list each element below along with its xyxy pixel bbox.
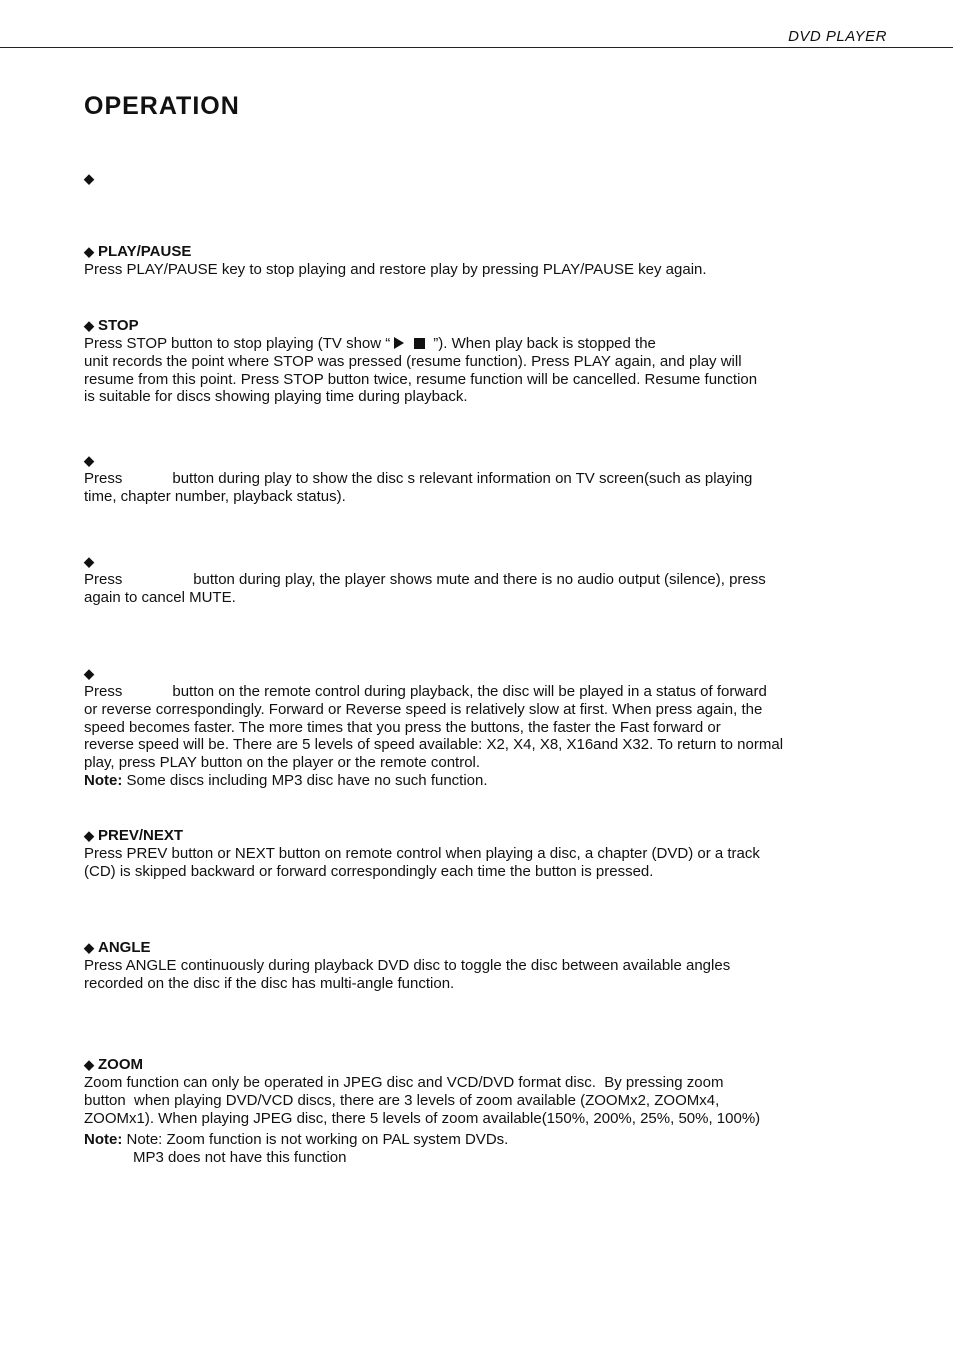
section-zoom — [84, 1056, 894, 1167]
diamond-bullet-icon: ◆ — [84, 244, 94, 259]
body-line: play, press PLAY button on the player or the remote control. — [84, 754, 481, 772]
heading-text: STOP — [98, 317, 139, 334]
section-angle — [84, 939, 894, 993]
section-blank — [84, 170, 894, 188]
body-line: Press button during play to show the disc s relevant information on TV screen(such as playing — [84, 470, 753, 487]
body-line: recorded on the disc if the disc has multi-angle function. — [84, 974, 455, 992]
section-heading — [84, 665, 894, 683]
section-fast — [84, 665, 894, 790]
section-play-pause — [84, 243, 894, 279]
diamond-bullet-icon: ◆ — [84, 828, 94, 843]
section-mute — [84, 553, 894, 607]
heading-text: PREV/NEXT — [98, 827, 184, 844]
body-line: is suitable for discs showing playing time during playback. — [84, 388, 468, 406]
body-line: Press ANGLE continuously during playback DVD disc to toggle the disc between available angles — [84, 957, 731, 974]
body-line: reverse speed will be. There are 5 levels of speed available: X2, X4, X8, X16and X32. To return to normal — [84, 736, 784, 754]
diamond-bullet-icon: ◆ — [84, 666, 94, 681]
diamond-bullet-icon: ◆ — [84, 554, 94, 569]
section-heading — [84, 452, 894, 470]
body-line: again to cancel MUTE. — [84, 588, 236, 606]
section-heading — [84, 243, 894, 261]
section-prev-next — [84, 827, 894, 881]
body-line: Press button on the remote control during playback, the disc will be played in a status of forward — [84, 683, 767, 700]
body-line: resume from this point. Press STOP button twice, resume function will be cancelled. Resume function — [84, 370, 758, 388]
diamond-bullet-icon: ◆ — [84, 453, 94, 468]
section-heading — [84, 939, 894, 957]
heading-text: ZOOM — [98, 1056, 143, 1073]
note-label: Note: — [84, 1131, 123, 1149]
body-line: speed becomes faster. The more times that you press the buttons, the faster the Fast forward or — [84, 718, 721, 736]
note-line: Note: Note: Zoom function is not working on PAL system DVDs. — [84, 1131, 509, 1149]
section-heading — [84, 553, 894, 571]
header-rule — [0, 47, 953, 48]
body-line: Press PREV button or NEXT button on remote control when playing a disc, a chapter (DVD) or a track — [84, 845, 760, 862]
note-line: MP3 does not have this function — [133, 1149, 347, 1167]
heading-text: ANGLE — [98, 939, 151, 956]
body-line: unit records the point where STOP was pressed (resume function). Press PLAY again, and play will — [84, 352, 742, 370]
stop-square-icon — [414, 338, 425, 349]
diamond-bullet-icon: ◆ — [84, 171, 94, 186]
body-line: (CD) is skipped backward or forward correspondingly each time the button is pressed. — [84, 862, 654, 880]
diamond-bullet-icon: ◆ — [84, 318, 94, 333]
section-display — [84, 452, 894, 506]
diamond-bullet-icon: ◆ — [84, 940, 94, 955]
body-line: Press button during play, the player shows mute and there is no audio output (silence), press — [84, 571, 766, 588]
body-line: Press STOP button to stop playing (TV show “ ”). When play back is stopped the — [84, 335, 656, 352]
section-heading — [84, 1056, 894, 1074]
heading-text: PLAY/PAUSE — [98, 243, 192, 260]
body-line: ZOOMx1). When playing JPEG disc, there 5 levels of zoom available(150%, 200%, 25%, 50%, 100%) — [84, 1109, 761, 1127]
body-line: Press PLAY/PAUSE key to stop playing and restore play by pressing PLAY/PAUSE key again. — [84, 261, 707, 278]
diamond-bullet-icon: ◆ — [84, 1057, 94, 1072]
play-triangle-icon — [394, 337, 404, 349]
section-heading — [84, 827, 894, 845]
section-stop — [84, 317, 894, 406]
note-line: Note: Some discs including MP3 disc have no such function. — [84, 771, 488, 789]
page-title: OPERATION — [84, 92, 240, 120]
note-label: Note: — [84, 771, 123, 789]
body-line: Zoom function can only be operated in JPEG disc and VCD/DVD format disc. By pressing zoom — [84, 1074, 724, 1091]
body-line: time, chapter number, playback status). — [84, 487, 346, 505]
section-heading — [84, 317, 894, 335]
body-line: button when playing DVD/VCD discs, there are 3 levels of zoom available (ZOOMx2, ZOOMx4, — [84, 1091, 720, 1109]
body-line: or reverse correspondingly. Forward or Reverse speed is relatively slow at first. When press again, the — [84, 700, 763, 718]
section-heading — [84, 170, 894, 188]
header-label: DVD PLAYER — [788, 28, 887, 45]
